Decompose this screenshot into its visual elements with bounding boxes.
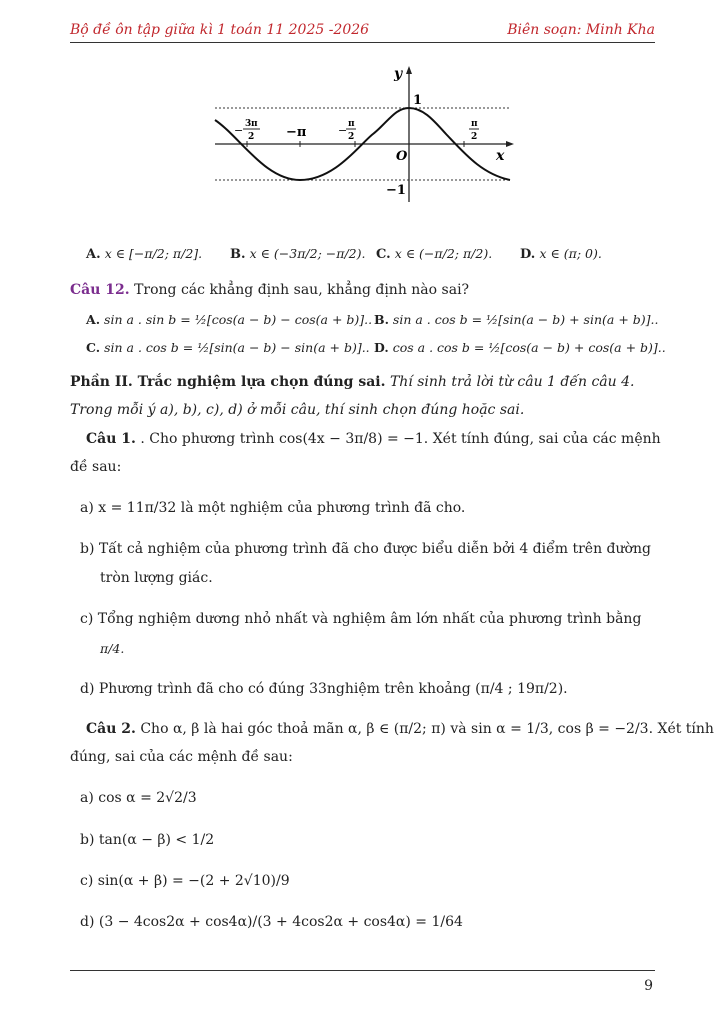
frac-pi: π: [348, 119, 355, 129]
q12-question: Câu 12. Trong các khẳng định sau, khẳng định nào sai?: [70, 282, 470, 298]
q11-option-a: A. x ∈ [−π/2; π/2].: [86, 246, 203, 262]
frac-2: 2: [471, 132, 478, 142]
frac-minus-sign: −: [234, 124, 244, 137]
frac-3: 3: [245, 119, 252, 129]
q12-option-d: D. cos a . cos b = ½[cos(a − b) + cos(a + b)]..: [374, 340, 666, 355]
part2-title: Phần II. Trắc nghiệm lựa chọn đúng sai. Thí sinh trả lời từ câu 1 đến câu 4.: [70, 374, 635, 390]
c1-statement-d: d) Phương trình đã cho có đúng 33nghiệm trên khoảng (π/4 ; 19π/2).: [80, 681, 568, 697]
q11-option-b: B. x ∈ (−3π/2; −π/2).: [230, 246, 366, 262]
frac-2: 2: [248, 132, 255, 142]
y-axis-label: y: [394, 66, 403, 82]
q12-option-a: A. sin a . sin b = ½[cos(a − b) − cos(a + b)]..: [86, 312, 373, 327]
origin-label: O: [396, 149, 408, 164]
label-minus-one: −1: [386, 183, 406, 198]
x-axis-label: x: [496, 148, 505, 164]
c2-stem-cont: đúng, sai của các mệnh đề sau:: [70, 749, 293, 765]
c1-statement-a: a) x = 11π/32 là một nghiệm của phương trình đã cho.: [80, 500, 466, 516]
c1-stem: Câu 1. . Cho phương trình cos(4x − 3π/8) = −1. Xét tính đúng, sai của các mệnh: [86, 431, 661, 447]
header-title: Bộ đề ôn tập giữa kì 1 toán 11 2025 -2026: [70, 22, 370, 38]
c2-statement-c: c) sin(α + β) = −(2 + 2√10)/9: [80, 873, 290, 889]
part2-intro: Trong mỗi ý a), b), c), d) ở mỗi câu, thí sinh chọn đúng hoặc sai.: [70, 402, 525, 418]
q12-option-c: C. sin a . cos b = ½[sin(a − b) − sin(a + b)]..: [86, 340, 370, 355]
c1-statement-b: b) Tất cả nghiệm của phương trình đã cho được biểu diễn bởi 4 điểm trên đường: [80, 541, 651, 557]
frac-minus-sign: −: [338, 124, 348, 137]
cosine-graph: [210, 62, 520, 212]
c1-statement-c: c) Tổng nghiệm dương nhỏ nhất và nghiệm âm lớn nhất của phương trình bằng: [80, 611, 642, 627]
c2-stem: Câu 2. Cho α, β là hai góc thoả mãn α, β ∈ (π/2; π) và sin α = 1/3, cos β = −2/3. Xét tính: [86, 721, 714, 737]
frac-2: 2: [348, 132, 355, 142]
y-axis-arrow: [406, 66, 412, 74]
q11-option-d: D. x ∈ (π; 0).: [520, 246, 602, 262]
page-header: [70, 22, 655, 43]
c2-statement-b: b) tan(α − β) < 1/2: [80, 832, 215, 848]
frac-pi: π: [251, 119, 258, 129]
label-one: 1: [413, 93, 423, 108]
header-author: Biên soạn: Minh Kha: [507, 22, 655, 38]
label-neg-pi: −π: [286, 125, 307, 140]
footer-rule: [70, 970, 655, 971]
q12-option-b: B. sin a . cos b = ½[sin(a − b) + sin(a + b)]..: [374, 312, 659, 327]
c1-stem-cont: đề sau:: [70, 459, 122, 475]
frac-pi: π: [471, 119, 478, 129]
page-number: 9: [644, 978, 653, 994]
c2-statement-a: a) cos α = 2√2/3: [80, 790, 197, 806]
c1-statement-b-cont: tròn lượng giác.: [100, 570, 213, 586]
q11-option-c: C. x ∈ (−π/2; π/2).: [376, 246, 493, 262]
x-axis-arrow: [506, 141, 514, 147]
c1-statement-c-cont: π/4.: [100, 641, 125, 656]
c2-statement-d: d) (3 − 4cos2α + cos4α)/(3 + 4cos2α + cos4α) = 1/64: [80, 914, 463, 930]
